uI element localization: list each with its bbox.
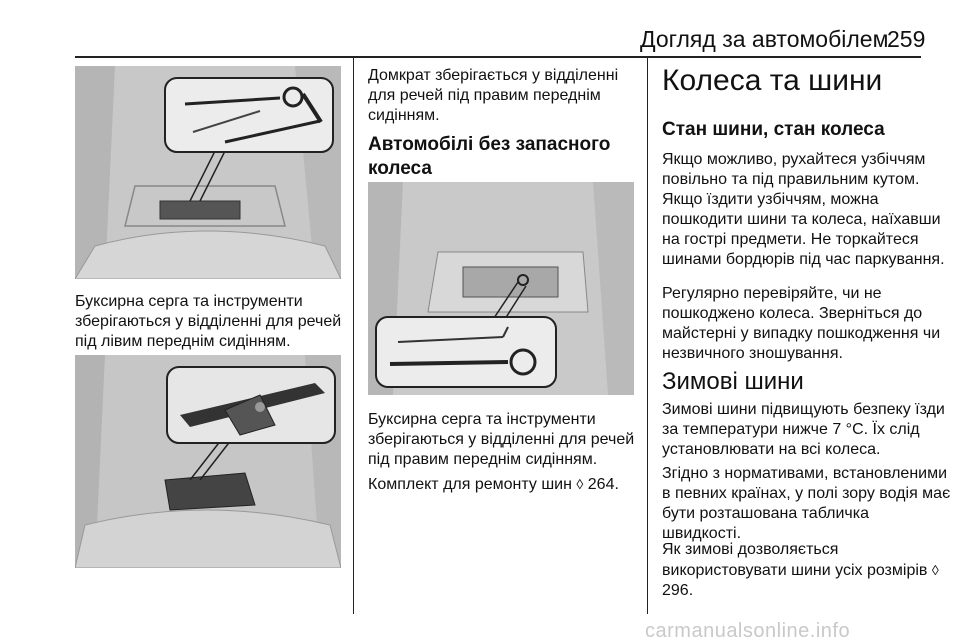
no-spare-wheel-heading: Автомобілі без запасного колеса xyxy=(368,134,611,179)
page-title: Догляд за автомобілем xyxy=(640,26,889,52)
winter-tyres-paragraph-2: Згідно з нормативами, встановленими в певних країнах, у полі зору водія має бути розташована табличка швидкості. xyxy=(662,465,951,542)
column-divider-2 xyxy=(647,58,648,614)
section-title: Колеса та шини xyxy=(662,64,883,97)
page-number: 259 xyxy=(887,26,926,52)
photo1-caption: Буксирна серга та інструменти зберігаються у відділенні для речей під лівим переднім сидінням. xyxy=(75,293,342,350)
tyre-condition-paragraph-2: Регулярно перевіряйте, чи не пошкоджено колеса. Зверніться до майстерні у випадку пошкодження чи незвичного зношування. xyxy=(662,285,941,362)
tyre-condition-heading: Стан шини, стан колеса xyxy=(662,119,885,140)
column-divider-1 xyxy=(353,58,354,614)
tyre-sizes-page-link[interactable]: 296. xyxy=(662,582,694,599)
watermark: carmanualsonline.info xyxy=(645,620,851,642)
page-header xyxy=(0,0,960,58)
no-spare-wheel-photo xyxy=(368,182,634,395)
tyre-repair-kit-reference xyxy=(368,474,640,495)
jack-intro-text: Домкрат зберігається у відділенні для речей під правим переднім сидінням. xyxy=(368,67,619,124)
page-reference-icon: ◊ xyxy=(576,476,584,492)
winter-tyres-paragraph-1: Зимові шини підвищують безпеку їзди за температури нижче 7 °C. Їх слід установлювати на всі колеса. xyxy=(662,401,945,458)
winter-tyres-paragraph-3 xyxy=(662,540,952,601)
header-rule xyxy=(75,56,921,58)
repair-kit-text: Комплект для ремонту шин xyxy=(368,476,572,493)
tyre-condition-paragraph-1: Якщо можливо, рухайтеся узбіччям повільно та під правильним кутом. Якщо їздити узбіччям, можна пошкодити шини та колеса, наїхавши на гострі предмети. Не торкайтеся шинами бордюрів під час паркування. xyxy=(662,151,945,268)
winter-tyres-heading: Зимові шини xyxy=(662,368,804,395)
photo2-caption: Буксирна серга та інструменти зберігаються у відділенні для речей під правим переднім сидінням. xyxy=(368,411,635,468)
page-reference-icon: ◊ xyxy=(931,562,939,578)
winter-tyres-text: Як зимові дозволяється використовувати шини усіх розмірів xyxy=(662,541,928,579)
jack-compartment-photo xyxy=(75,355,341,568)
repair-kit-page-link[interactable]: 264. xyxy=(587,476,619,493)
tools-compartment-photo xyxy=(75,66,341,279)
